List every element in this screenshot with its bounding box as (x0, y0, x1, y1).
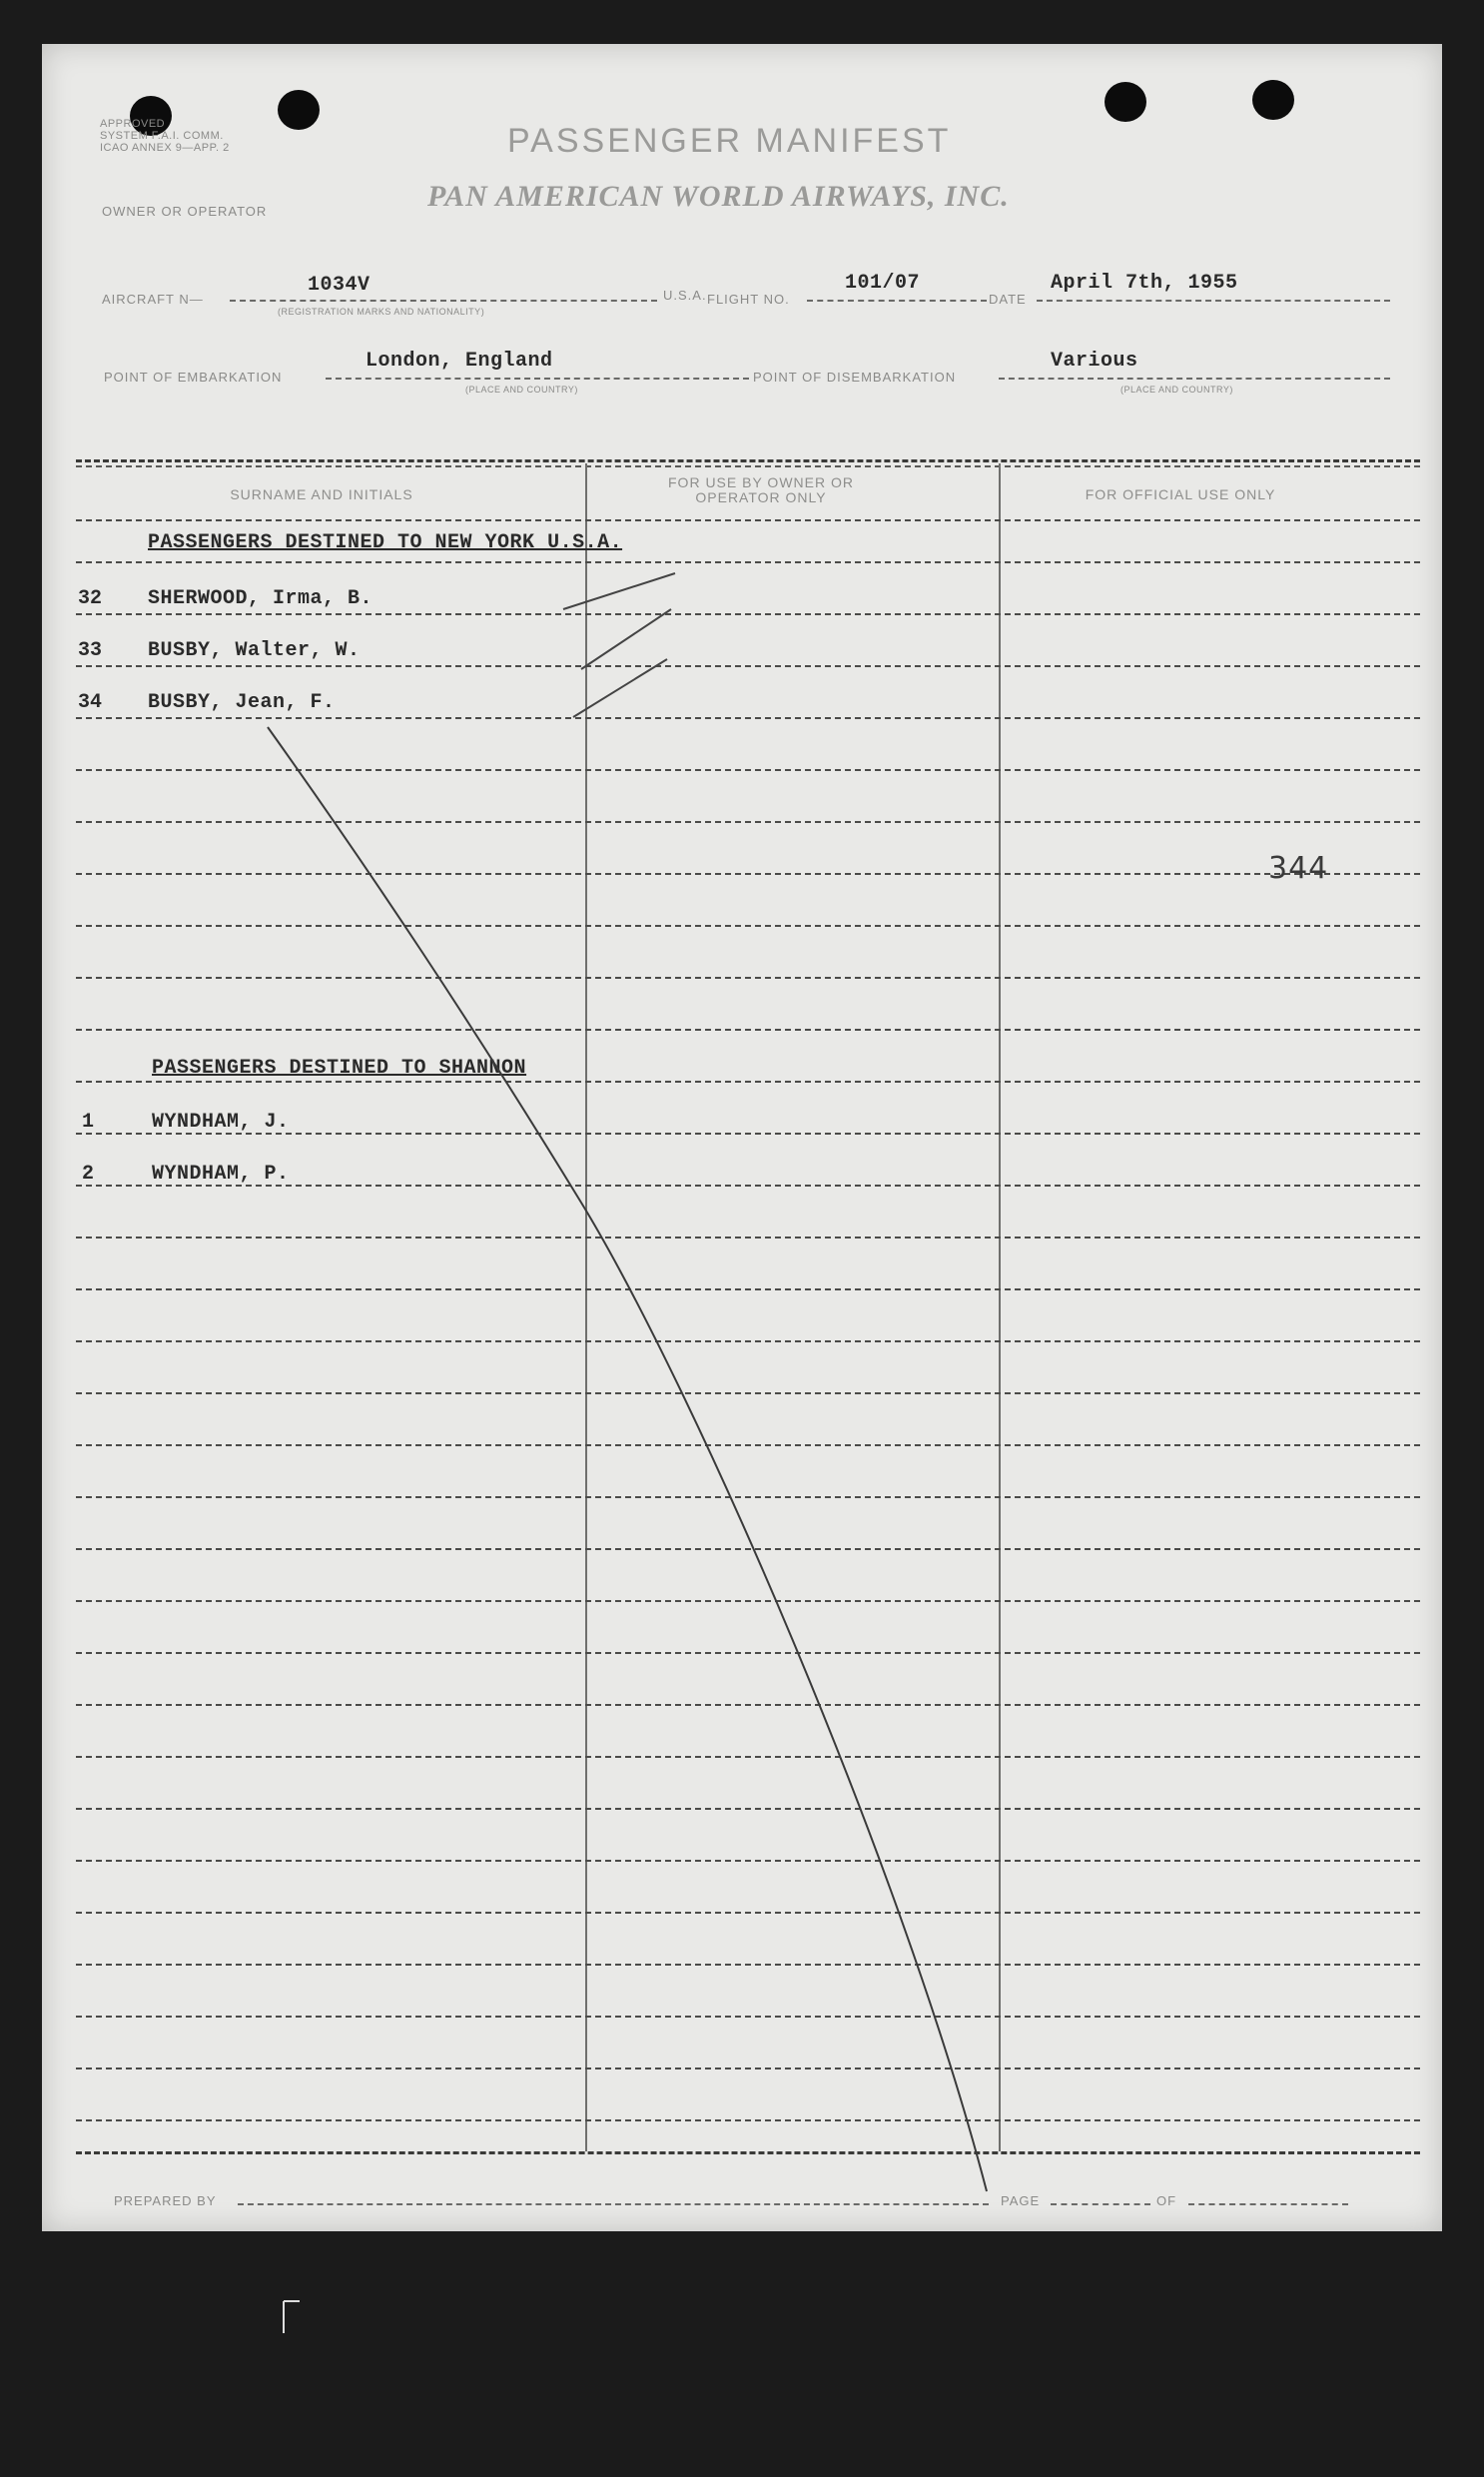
disembarkation-label: POINT OF DISEMBARKATION (753, 370, 957, 385)
passenger-name: BUSBY, Jean, F. (148, 691, 336, 714)
approval-line: APPROVED (100, 118, 166, 130)
aircraft-sublabel: (REGISTRATION MARKS AND NATIONALITY) (278, 307, 485, 317)
group-heading: PASSENGERS DESTINED TO NEW YORK U.S.A. (148, 531, 623, 554)
disembarkation-value: Various (1051, 350, 1138, 373)
corner-mark (280, 2297, 310, 2337)
check-mark (563, 573, 675, 609)
diagonal-strike-line (268, 727, 987, 2191)
aircraft-label: AIRCRAFT N— (102, 292, 204, 307)
pen-marks (42, 44, 1442, 2231)
aircraft-registration: 1034V (308, 274, 371, 297)
passenger-number: 32 (78, 587, 103, 610)
owner-label: OWNER OR OPERATOR (102, 204, 268, 219)
passenger-name: WYNDHAM, J. (152, 1111, 290, 1134)
disembarkation-sublabel: (PLACE AND COUNTRY) (1120, 385, 1233, 395)
airline-name: PAN AMERICAN WORLD AIRWAYS, INC. (427, 180, 1010, 213)
flight-number: 101/07 (845, 272, 921, 295)
flight-date: April 7th, 1955 (1051, 272, 1238, 295)
passenger-number: 2 (82, 1163, 95, 1186)
passenger-name: WYNDHAM, P. (152, 1163, 290, 1186)
page-label: PAGE (1001, 2193, 1041, 2208)
group-heading: PASSENGERS DESTINED TO SHANNON (152, 1057, 527, 1080)
column-header-owner-use: FOR USE BY OWNER OR OPERATOR ONLY (668, 474, 854, 505)
country-label: U.S.A. (663, 288, 707, 303)
manifest-sheet (42, 44, 1442, 2231)
check-mark (573, 659, 667, 717)
date-label: DATE (989, 292, 1027, 307)
passenger-name: SHERWOOD, Irma, B. (148, 587, 373, 610)
flight-label: FLIGHT NO. (707, 292, 790, 307)
passenger-name: BUSBY, Walter, W. (148, 639, 361, 662)
page-title: PASSENGER MANIFEST (507, 122, 952, 160)
embarkation-value: London, England (366, 350, 553, 373)
passenger-number: 33 (78, 639, 103, 662)
approval-line: ICAO ANNEX 9—APP. 2 (100, 142, 230, 154)
approval-line: SYSTEM F.A.I. COMM. (100, 130, 224, 142)
passenger-number: 34 (78, 691, 103, 714)
column-header-official-use: FOR OFFICIAL USE ONLY (1085, 486, 1276, 502)
embarkation-sublabel: (PLACE AND COUNTRY) (465, 385, 578, 395)
check-mark (581, 609, 671, 669)
passenger-number: 1 (82, 1111, 95, 1134)
embarkation-label: POINT OF EMBARKATION (104, 370, 283, 385)
official-note: 344 (1268, 851, 1329, 886)
of-label: OF (1156, 2193, 1177, 2208)
prepared-by-label: PREPARED BY (114, 2193, 217, 2208)
column-header-surname: SURNAME AND INITIALS (230, 486, 413, 502)
